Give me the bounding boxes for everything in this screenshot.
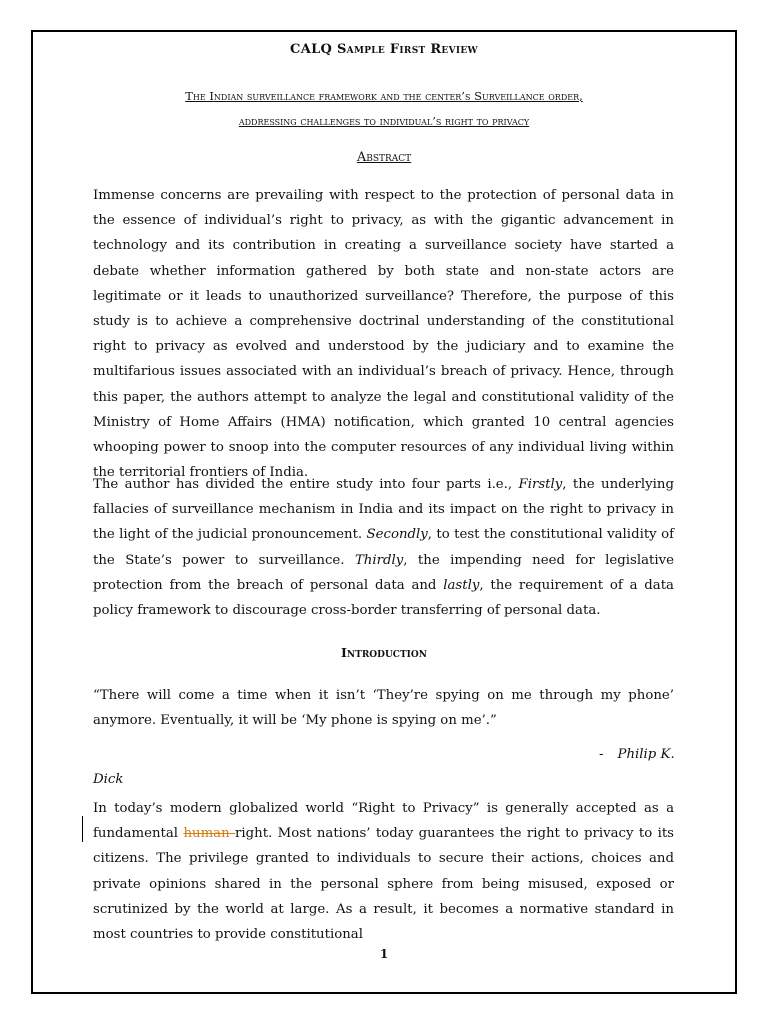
abstract-paragraph-1: Immense concerns are prevailing with respect to the protection of personal data in the essence of individual’s right to privacy, as with the gigantic advancement in technology and its contribution in creating a surveillance society have started a debate whether information gathered by both state and non-state actors are legitimate or it leads to unauthorized surveillance? Therefore, the purpose of this study is to achieve a comprehensive doctrinal understanding of the constitutional right to privacy as evolved and understood by the judiciary and to examine the multifarious issues associated with an individual’s breach of privacy. Hence, through this paper, the authors attempt to analyze the legal and constitutional validity of the Ministry of Home Affairs (HMA) notification, which granted 10 central agencies whooping power to snoop into the computer resources of any individual living within the territorial frontiers of India. (93, 188, 674, 481)
introduction-heading: Introduction (341, 645, 427, 660)
paper-title-line-1: The Indian surveillance framework and the center’s Surveillance order, (185, 89, 583, 103)
change-bar-marker (82, 816, 83, 842)
p3-part2: right. Most nations’ today guarantees the right to privacy to its citizens. The privilege granted to individuals to secure their actions, choices and private opinions shared in the personal sphere from being misused, exposed or scrutinized by the world at large. As a result, it becomes a normative standard in most countries to provide constitutional (93, 826, 675, 943)
abstract-heading: Abstract (356, 150, 412, 165)
abstract-paragraph-2 (93, 472, 674, 623)
quote-attribution (599, 747, 675, 762)
p3-part1: In today’s modern globalized world “Right to Privacy” is generally accepted as a fundamental (93, 801, 674, 842)
epigraph-quote: “There will come a time when it isn’t ‘They’re spying on me through my phone’ anymore. Eventually, it will be ‘My phone is spying on me’.” (93, 688, 674, 729)
p2-intro: The author has divided the entire study into four parts i.e., (93, 477, 519, 492)
p2-lastly: lastly (443, 577, 480, 593)
paper-title-line-2: addressing challenges to individual’s right to privacy (238, 114, 530, 128)
p2-part3: , the impending need for legislative protection from the breach of personal data and (93, 552, 674, 593)
page-number: 1 (379, 947, 389, 961)
tracked-deletion[interactable]: human (183, 826, 236, 842)
attribution-name: Philip K. (617, 747, 675, 762)
p2-part1: , the underlying fallacies of surveillance mechanism in India and its impact on the right to privacy in the light of the judicial pronouncement. (93, 477, 674, 543)
attribution-name-continued: Dick (93, 772, 124, 787)
p2-part2: , to test the constitutional validity of the State’s power to surveillance. (93, 527, 674, 568)
introduction-paragraph-1 (93, 796, 674, 947)
attribution-dash: - (599, 747, 604, 762)
document-title: CALQ Sample First Review (290, 42, 478, 57)
p2-firstly: Firstly (518, 477, 563, 492)
p2-part4: , the requirement of a data policy framework to discourage cross-border transferring of personal data. (93, 577, 674, 619)
p2-thirdly: Thirdly (354, 552, 404, 568)
p2-secondly: Secondly (366, 527, 428, 543)
